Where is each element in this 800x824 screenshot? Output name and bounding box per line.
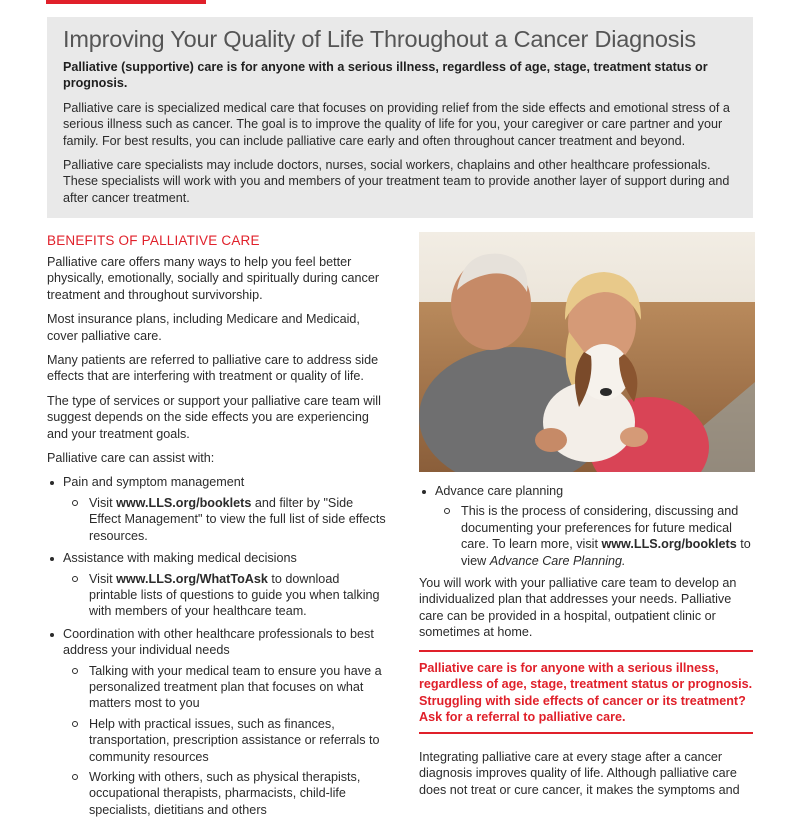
benefits-paragraph-1: Palliative care offers many ways to help you feel better physically, emotionally, socially and spiritually during cancer treatment and throughout survivorship. bbox=[47, 255, 380, 302]
benefits-paragraph-5: Palliative care can assist with: bbox=[47, 451, 215, 466]
list-item bbox=[419, 483, 755, 569]
intro-lead: Palliative (supportive) care is for anyone with a serious illness, regardless of age, stage, treatment status or prognosis. bbox=[63, 60, 708, 91]
advance-care-planning-title: Advance Care Planning. bbox=[489, 553, 626, 568]
intro-paragraph-1: Palliative care is specialized medical care that focuses on providing relief from the side effects and emotional stress of a serious illness such as cancer. The goal is to improve the quality of life for you, your caregiver or care partner and your family. For best results, you can include palliative care early and often throughout cancer treatment and beyond. bbox=[63, 100, 730, 148]
sub-list-item: Talking with your medical team to ensure you have a personalized treatment plan that focuses on what matters most to you bbox=[63, 663, 387, 712]
booklets-link[interactable]: www.LLS.org/booklets bbox=[116, 495, 252, 510]
callout-box: Palliative care is for anyone with a serious illness, regardless of age, stage, treatment status or prognosis. Struggling with side effects of cancer or its treatment? Ask for a referral to palliative care. bbox=[419, 650, 753, 734]
list-item-text: Pain and symptom management bbox=[63, 475, 245, 490]
sub-list-item bbox=[435, 503, 755, 569]
list-item bbox=[47, 474, 387, 544]
intro-paragraph-2: Palliative care specialists may include doctors, nurses, social workers, chaplains and other healthcare professionals. These specialists will work with you and members of your treatment team to provide another layer of support during and after cancer treatment. bbox=[63, 158, 730, 205]
text-fragment: to view bbox=[461, 537, 751, 568]
couple-with-dog-photo bbox=[419, 232, 755, 472]
benefits-paragraph-3: Many patients are referred to palliative care to address side effects that are interfering with treatment or quality of life. bbox=[47, 353, 379, 384]
text-fragment: Visit bbox=[89, 495, 117, 510]
benefits-paragraph-4: The type of services or support your palliative care team will suggest depends on the side effects you are experiencing and your treatment goals. bbox=[47, 393, 381, 441]
text-fragment: and filter by "Side Effect Management" to view the full list of side effects resources. bbox=[89, 495, 386, 543]
text-fragment: to download printable lists of questions to guide you when talking with members of your healthcare team. bbox=[89, 571, 380, 619]
closing-paragraph: Integrating palliative care at every stage after a cancer diagnosis improves quality of life. Although palliative care does not treat or cure cancer, it makes the symptoms and bbox=[419, 750, 740, 797]
header-accent-bar bbox=[46, 0, 206, 4]
list-item bbox=[47, 626, 387, 818]
sub-list-item: Help with practical issues, such as finances, transportation, prescription assistance or referrals to community resources bbox=[63, 716, 387, 765]
page-title: Improving Your Quality of Life Throughout a Cancer Diagnosis bbox=[63, 26, 696, 52]
text-fragment: This is the process of considering, discussing and documenting your preferences for future medical care. To learn more, visit bbox=[461, 504, 739, 552]
list-item-text: Assistance with making medical decisions bbox=[63, 551, 297, 566]
whattoask-link[interactable]: www.LLS.org/WhatToAsk bbox=[116, 571, 268, 586]
list-item-text: Advance care planning bbox=[435, 484, 564, 498]
intro-panel bbox=[47, 17, 753, 218]
benefits-paragraph-2: Most insurance plans, including Medicare and Medicaid, cover palliative care. bbox=[47, 312, 360, 343]
benefits-heading: BENEFITS OF PALLIATIVE CARE bbox=[47, 233, 260, 248]
list-item-text: Coordination with other healthcare professionals to best address your individual needs bbox=[63, 626, 374, 658]
closing-paragraph-wrap bbox=[419, 749, 755, 798]
benefits-list bbox=[47, 474, 387, 818]
sub-list-item: Working with others, such as physical therapists, occupational therapists, pharmacists, child-life specialists, dietitians and others bbox=[63, 769, 387, 818]
sub-list-item bbox=[63, 495, 387, 544]
photo-illustration bbox=[419, 232, 755, 472]
plan-paragraph: You will work with your palliative care team to develop an individualized plan that addresses your needs. Palliative care can be provided in a hospital, outpatient clinic or sometimes at home. bbox=[419, 576, 737, 640]
right-column bbox=[419, 483, 755, 649]
advance-care-list bbox=[419, 483, 755, 569]
sub-list-item bbox=[63, 571, 387, 620]
benefits-column bbox=[47, 233, 387, 824]
booklets-link[interactable]: www.LLS.org/booklets bbox=[601, 537, 737, 552]
list-item bbox=[47, 550, 387, 620]
text-fragment: Visit bbox=[89, 571, 117, 586]
